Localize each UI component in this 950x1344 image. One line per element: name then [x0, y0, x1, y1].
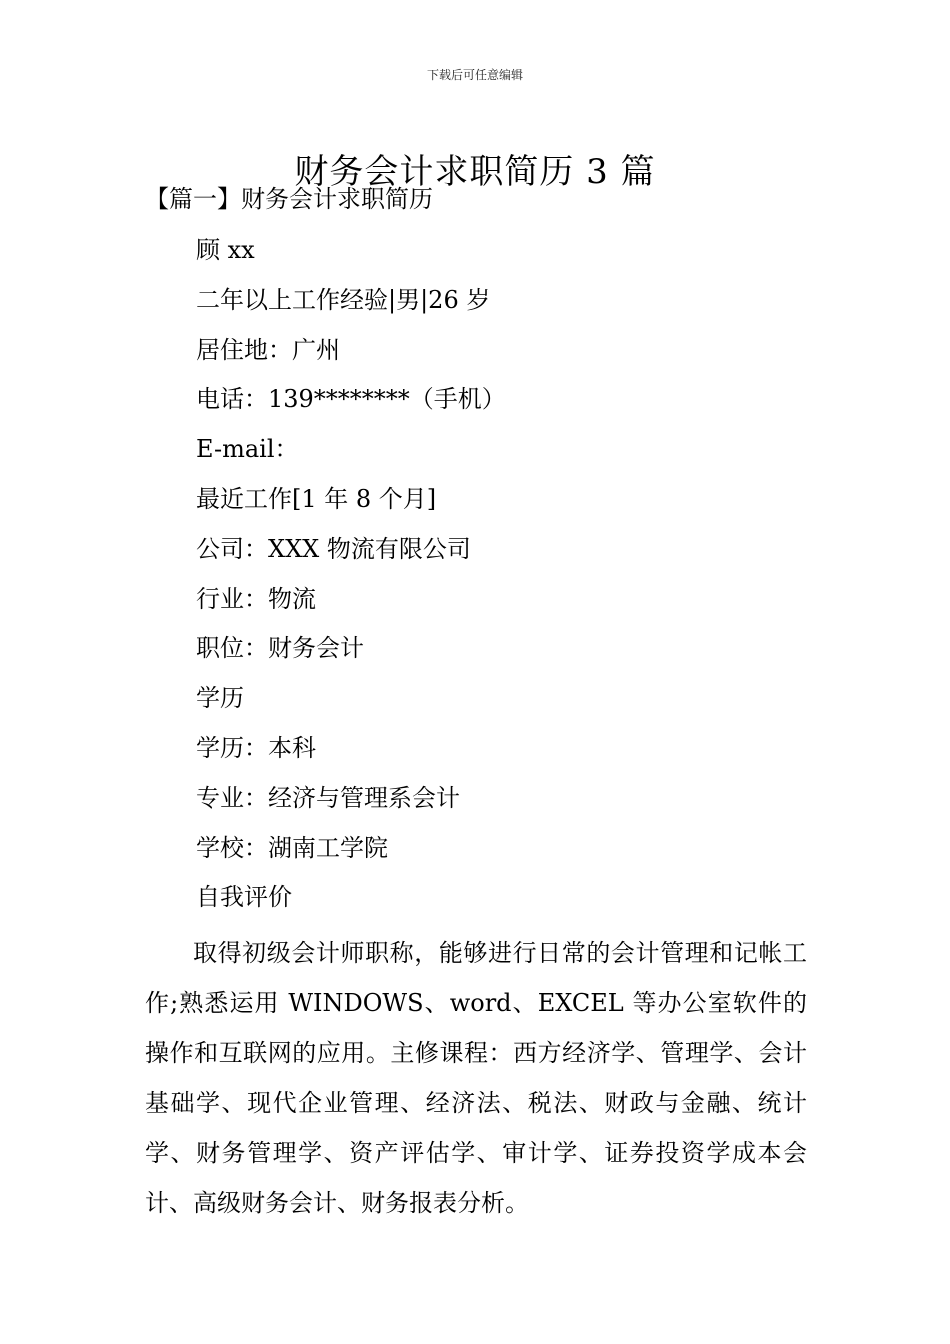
document-title: 财务会计求职简历 3 篇	[294, 151, 656, 192]
recent-work-line: 最近工作[1 年 8 个月]	[196, 484, 437, 513]
header-note: 下载后可任意编辑	[426, 68, 523, 82]
phone-line: 电话：139********（手机）	[196, 385, 506, 414]
experience-line: 二年以上工作经验|男|26 岁	[196, 285, 491, 314]
name-line: 顾 xx	[196, 236, 255, 264]
major-line: 专业：经济与管理系会计	[196, 783, 460, 812]
residence-line: 居住地：广州	[196, 335, 340, 364]
education-heading: 学历	[196, 684, 244, 713]
industry-line: 行业：物流	[196, 584, 316, 613]
self-evaluation-heading: 自我评价	[196, 883, 292, 912]
email-line: E-mail：	[196, 435, 299, 464]
section-heading: 【篇一】财务会计求职简历	[145, 185, 433, 213]
position-line: 职位：财务会计	[196, 634, 364, 663]
degree-line: 学历：本科	[196, 733, 316, 762]
company-line: 公司：XXX 物流有限公司	[196, 534, 471, 563]
school-line: 学校：湖南工学院	[196, 833, 388, 862]
self-evaluation-paragraph: 取得初级会计师职称，能够进行日常的会计管理和记帐工作;熟悉运用 WINDOWS、word、EXCEL 等办公室软件的操作和互联网的应用。主修课程：西方经济学、管理学、会计基础学、现代企业管理、经济法、税法、财政与金融、统计学、财务管理学、资产评估学、审计学、证券投资学成本会计、高级财务会计、财务报表分析。	[145, 939, 807, 1217]
resume-info-list	[196, 233, 506, 930]
